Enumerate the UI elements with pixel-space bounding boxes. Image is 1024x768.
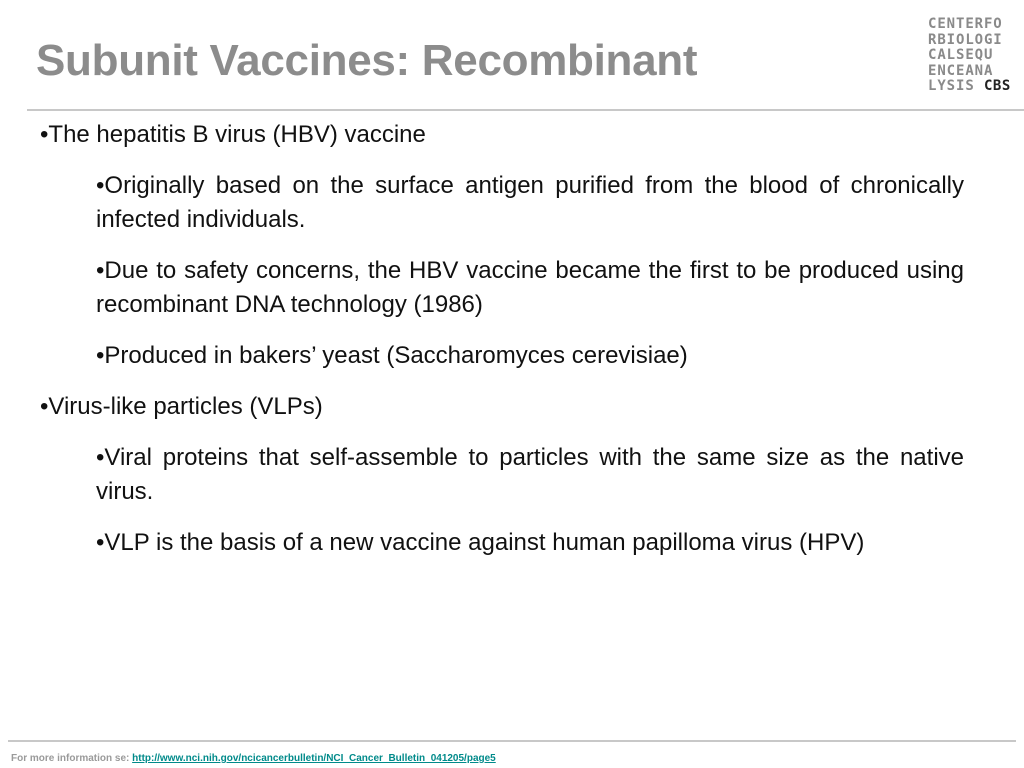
logo-line-5-prefix: LYSIS: [928, 78, 984, 94]
slide-title: Subunit Vaccines: Recombinant: [36, 36, 698, 85]
cbs-logo: [928, 17, 1014, 95]
sub-bullet-bakers-yeast: •Produced in bakers’ yeast (Saccharomyces cerevisiae): [96, 342, 688, 369]
logo-line-1: CENTERFO: [928, 16, 1003, 32]
logo-line-3: CALSEQU: [928, 47, 994, 63]
bullet-hbv-vaccine: •The hepatitis B virus (HBV) vaccine: [40, 121, 426, 148]
sub-bullet-self-assemble: •Viral proteins that self-assemble to particles with the same size as the native virus.: [96, 444, 964, 505]
logo-line-5: [928, 79, 1014, 95]
bullet-list: [40, 118, 964, 577]
logo-cbs-mark: CBS: [983, 78, 1011, 94]
bullet-vlps: •Virus-like particles (VLPs): [40, 393, 323, 420]
logo-line-4: ENCEANA: [928, 62, 994, 79]
footer-prefix: For more information se:: [11, 753, 133, 764]
sub-bullet-surface-antigen: •Originally based on the surface antigen purified from the blood of chronically infected individuals.: [96, 172, 964, 233]
sub-bullet-hpv-vaccine: •VLP is the basis of a new vaccine against human papilloma virus (HPV): [96, 529, 865, 556]
footer: [11, 753, 496, 764]
footer-divider: [8, 740, 1016, 742]
title-divider: [27, 109, 1024, 111]
footer-link[interactable]: http://www.nci.nih.gov/ncicancerbulletin/NCI_Cancer_Bulletin_041205/page5: [132, 753, 496, 764]
sub-bullet-recombinant-dna: •Due to safety concerns, the HBV vaccine became the first to be produced using recombinant DNA technology (1986): [96, 257, 964, 318]
logo-line-2: RBIOLOGI: [928, 31, 1003, 48]
